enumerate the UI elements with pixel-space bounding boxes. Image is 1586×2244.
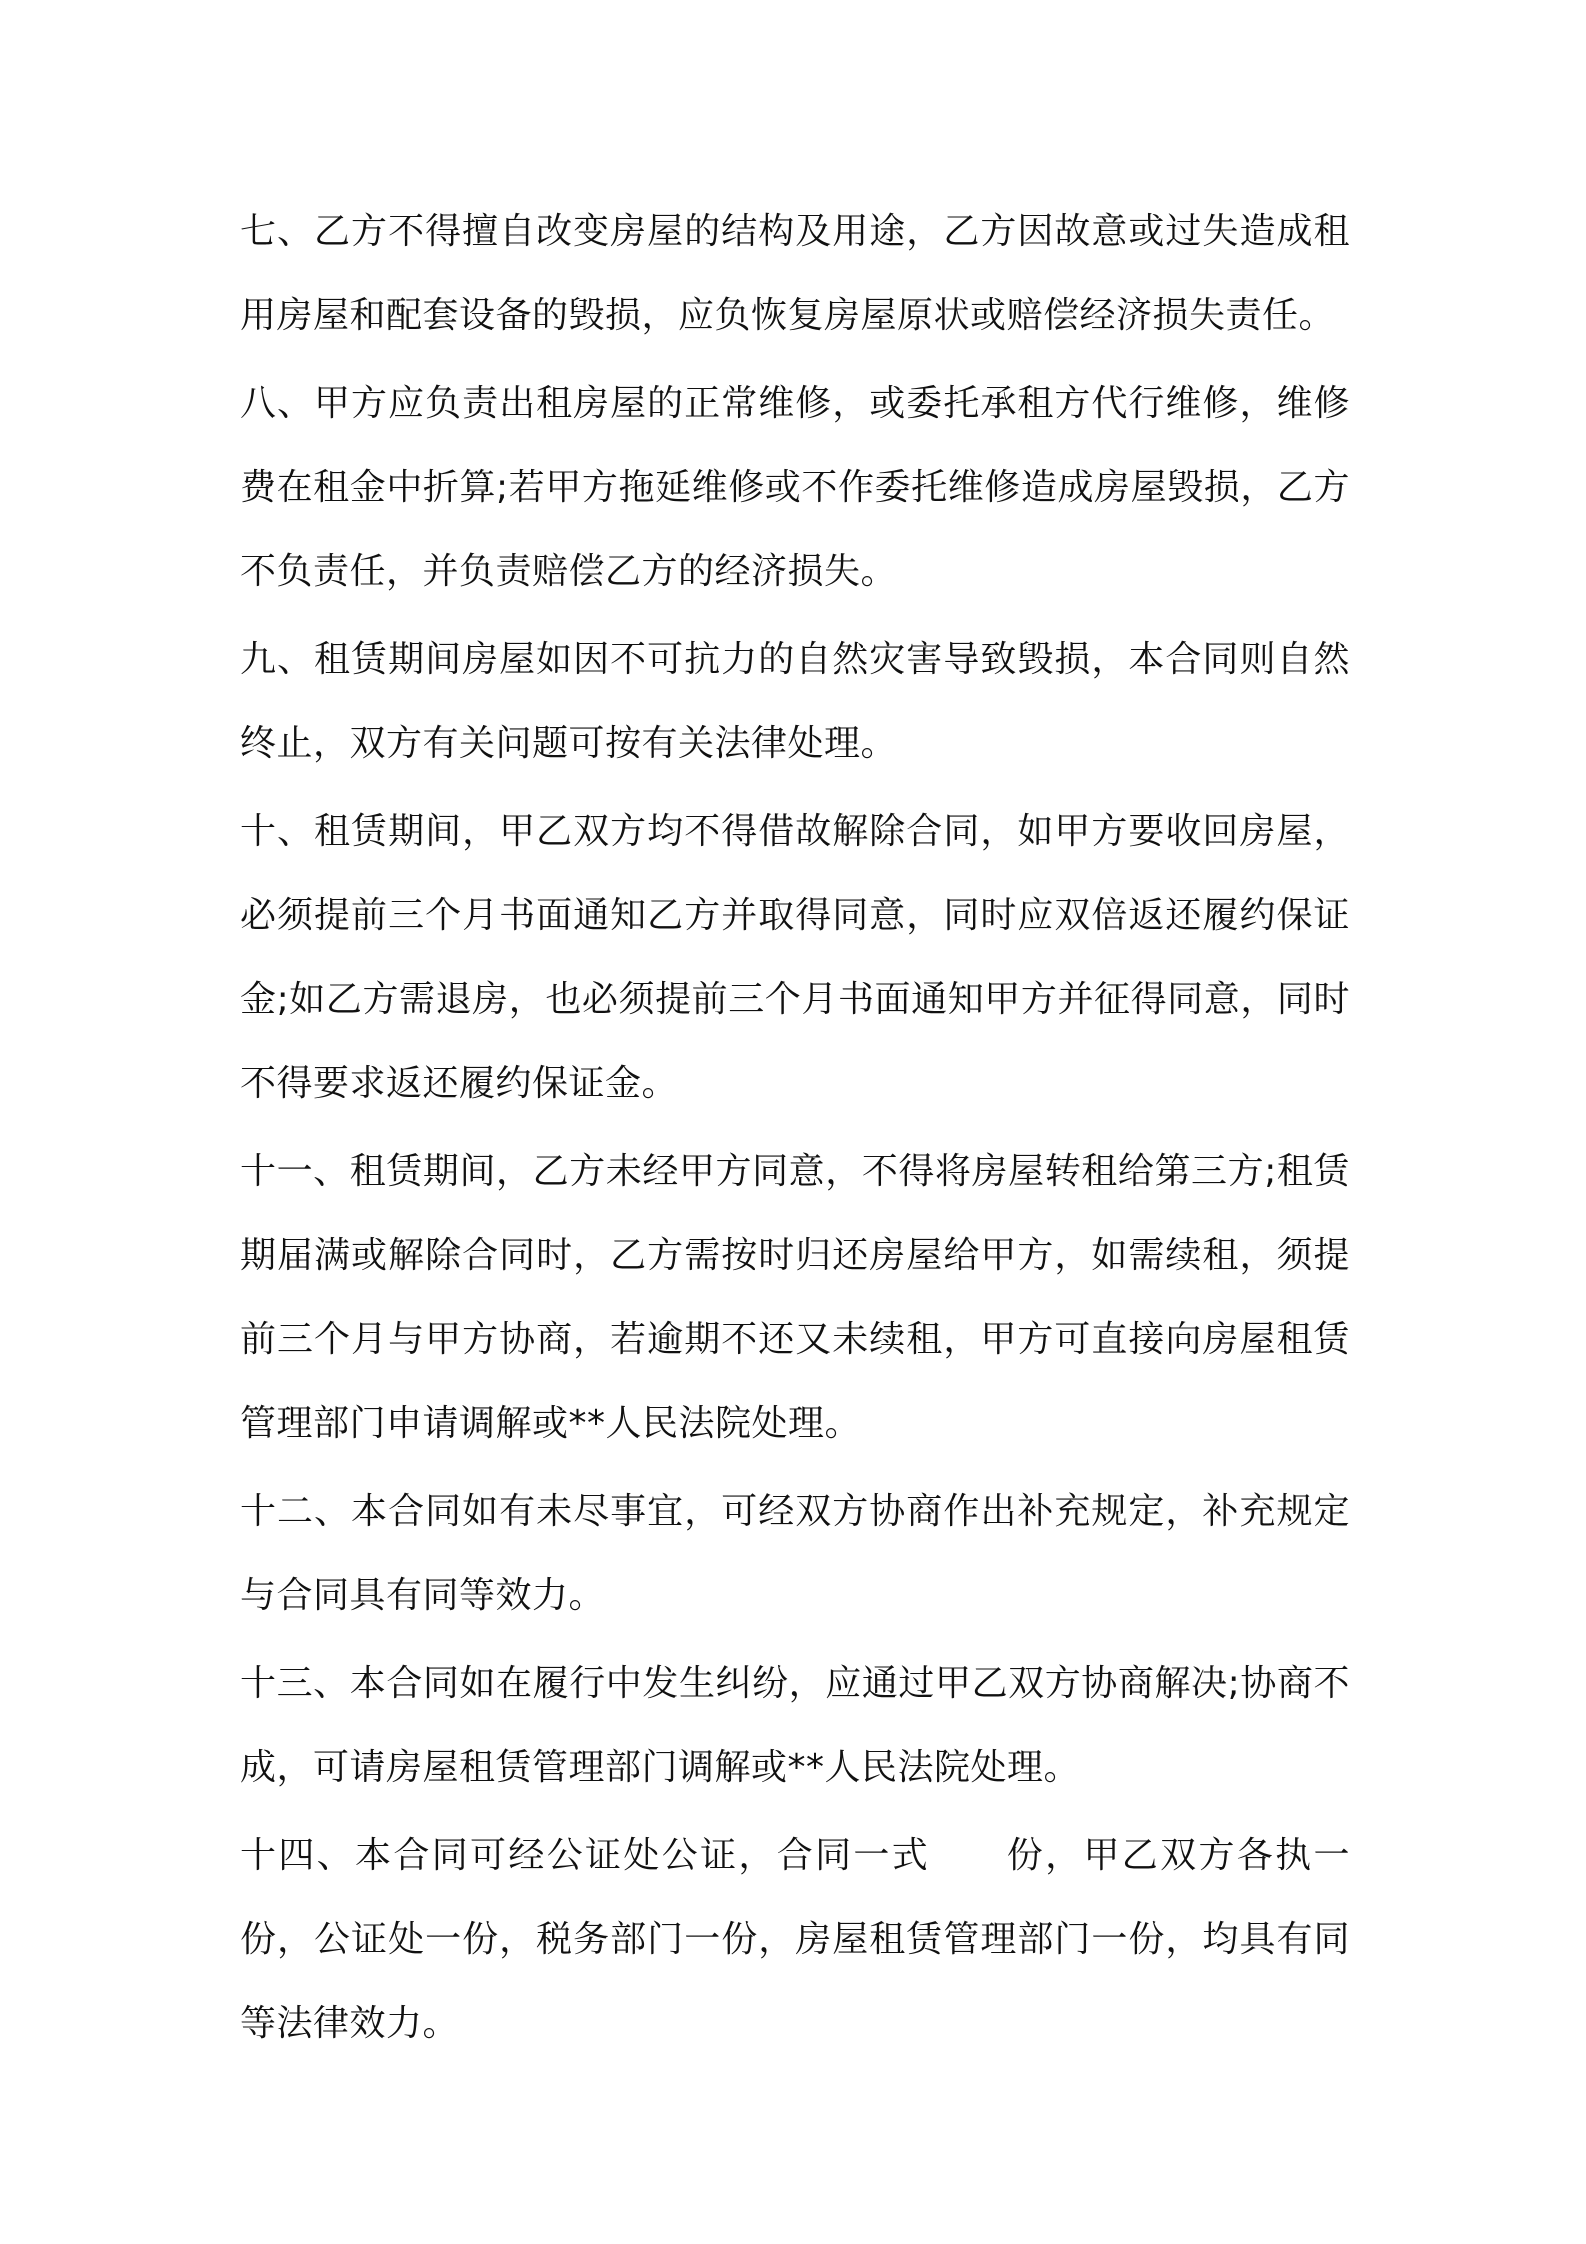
clause-14: 十四、本合同可经公证处公证，合同一式 份，甲乙双方各执一份，公证处一份，税务部门一份，房屋租赁管理部门一份，均具有同等法律效力。 (240, 1835, 1350, 2044)
clause-11: 十一、租赁期间，乙方未经甲方同意，不得将房屋转租给第三方;租赁期届满或解除合同时，乙方需按时归还房屋给甲方，如需续租，须提前三个月与甲方协商，若逾期不还又未续租，甲方可直接向房屋租赁管理部门申请调解或**人民法院处理。 (240, 1151, 1350, 1444)
clause-10: 十、租赁期间，甲乙双方均不得借故解除合同，如甲方要收回房屋，必须提前三个月书面通知乙方并取得同意，同时应双倍返还履约保证金;如乙方需退房，也必须提前三个月书面通知甲方并征得同意，同时不得要求返还履约保证金。 (240, 811, 1350, 1104)
clause-9: 九、租赁期间房屋如因不可抗力的自然灾害导致毁损，本合同则自然终止，双方有关问题可按有关法律处理。 (240, 639, 1350, 764)
clause-12: 十二、本合同如有未尽事宜，可经双方协商作出补充规定，补充规定与合同具有同等效力。 (240, 1491, 1350, 1616)
clause-7: 七、乙方不得擅自改变房屋的结构及用途，乙方因故意或过失造成租用房屋和配套设备的毁损，应负恢复房屋原状或赔偿经济损失责任。 (240, 211, 1350, 336)
contract-body (240, 190, 1350, 2070)
clause-13: 十三、本合同如在履行中发生纠纷，应通过甲乙双方协商解决;协商不成，可请房屋租赁管理部门调解或**人民法院处理。 (240, 1663, 1350, 1788)
clause-8: 八、甲方应负责出租房屋的正常维修，或委托承租方代行维修，维修费在租金中折算;若甲方拖延维修或不作委托维修造成房屋毁损，乙方不负责任，并负责赔偿乙方的经济损失。 (240, 383, 1350, 592)
